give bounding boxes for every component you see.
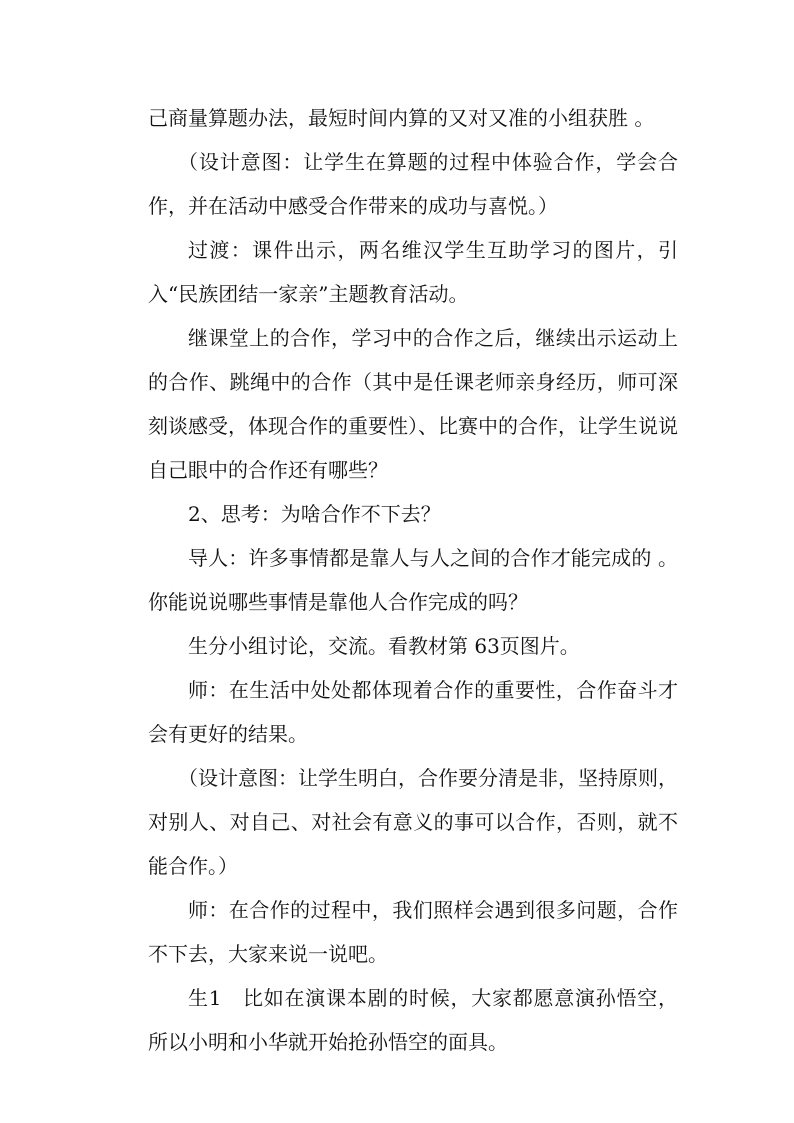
paragraph-continuation: 己商量算题办法，最短时间内算的又对又准的小组获胜 。: [148, 106, 655, 130]
paragraph-teacher-remark-2: 师：在合作的过程中，我们照样会遇到很多问题，合作不下去，大家来说一说吧。: [148, 898, 678, 966]
paragraph-introduction: 导人：许多事情都是靠人与人之间的合作才能完成的 。你能说说哪些事情是靠他人合作完成的吗？: [148, 546, 678, 614]
paragraph-design-intent-1: （设计意图：让学生在算题的过程中体验合作，学会合作，并在活动中感受合作带来的成功与喜悦。）: [148, 150, 678, 218]
paragraph-design-intent-2: （设计意图：让学生明白，合作要分清是非，坚持原则，对别人、对自己、对社会有意义的事可以合作，否则，就不能合作。）: [148, 766, 678, 878]
paragraph-student-answer: 生1 比如在演课本剧的时候，大家都愿意演孙悟空，所以小明和小华就开始抢孙悟空的面具。: [148, 986, 678, 1054]
paragraph-cooperation-examples: 继课堂上的合作，学习中的合作之后，继续出示运动上的合作、跳绳中的合作（其中是任课老师亲身经历，师可深刻谈感受，体现合作的重要性）、比赛中的合作，让学生说说自己眼中的合作还有哪些？: [148, 326, 678, 482]
paragraph-section-heading: 2、思考：为啥合作不下去？: [188, 502, 441, 526]
paragraph-group-discussion: 生分小组讨论，交流。看教材第 63页图片。: [188, 634, 580, 658]
paragraph-teacher-remark-1: 师：在生活中处处都体现着合作的重要性，合作奋斗才会有更好的结果。: [148, 678, 678, 746]
document-body: [148, 96, 678, 1064]
paragraph-transition: 过渡：课件出示，两名维汉学生互助学习的图片，引入“民族团结一家亲”主题教育活动。: [148, 238, 678, 306]
